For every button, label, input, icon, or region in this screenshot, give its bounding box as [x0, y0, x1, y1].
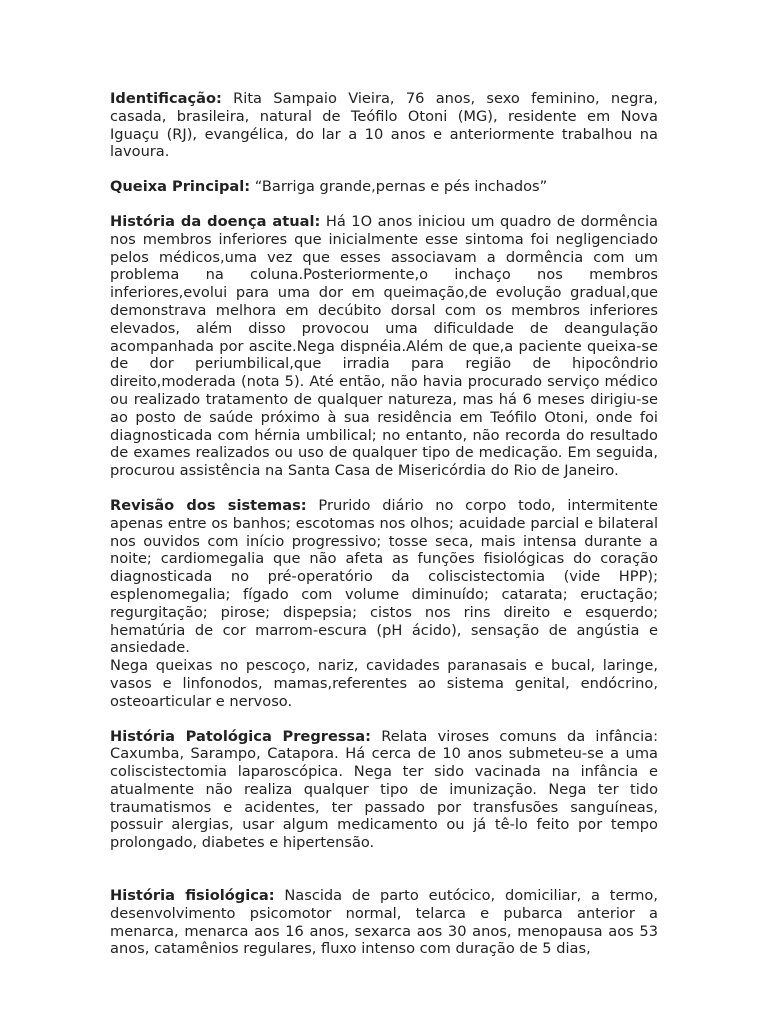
section-historia-patologica-pregressa — [110, 728, 658, 853]
section-label: Revisão dos sistemas: — [110, 496, 307, 514]
section-identificacao — [110, 90, 658, 161]
section-label: História da doença atual: — [110, 212, 321, 230]
section-text: Prurido diário no corpo todo, intermitente apenas entre os banhos; escotomas nos olhos; acuidade parcial e bilateral nos ouvidos com início progressivo; tosse seca, mais intensa durante a noite; cardiomegalia que não afeta as funções fisiológicas do coração diagnosticada no pré-operatório da coliscistectomia (vide HPP); esplenomegalia; fígado com volume diminuído; catarata; eructação; regurgitação; pirose; dispepsia; cistos nos rins direito e esquerdo; hematúria de cor marrom-escura (pH ácido), sensação de angústia e ansiedade. — [110, 496, 659, 657]
section-text: “Barriga grande,pernas e pés inchados” — [254, 178, 548, 196]
section-main-paragraph — [110, 497, 658, 657]
section-revisao-sistemas — [110, 497, 658, 711]
section-text: Nascida de parto eutócico, domiciliar, a termo, desenvolvimento psicomotor normal, telarca e pubarca anterior a menarca, menarca aos 16 anos, sexarca aos 30 anos, menopausa aos 53 anos, catamênios regulares, fluxo intenso com duração de 5 dias, — [110, 887, 658, 958]
section-label: Identificação: — [110, 90, 222, 107]
section-label: História Patológica Pregressa: — [110, 727, 371, 745]
section-label: Queixa Principal: — [110, 178, 251, 196]
section-label: História fisiológica: — [110, 887, 275, 905]
section-text: Há 1O anos iniciou um quadro de dormência nos membros inferiores que inicialmente esse sintoma foi negligenciado pelos médicos,uma vez que esses associavam a dormência com um problema na coluna.Posteriormente,o inchaço nos membros inferiores,evolui para uma dor em queimação,de evolução gradual,que demonstrava melhora em decúbito dorsal com os membros inferiores elevados, além disso provocou uma dificuldade de deangulação acompanhada por ascite.Nega dispnéia.Além de que,a paciente queixa-se de dor periumbilical,que irradia para região de hipocôndrio direito,moderada (nota 5). Até então, não havia procurado serviço médico ou realizado tratamento de qualquer natureza, mas há 6 meses dirigiu-se ao posto de saúde próximo à sua residência em Teófilo Otoni, onde foi diagnosticada com hérnia umbilical; no entanto, não recorda do resultado de exames realizados ou uso de qualquer tipo de medicação. Em seguida, procurou assistência na Santa Casa de Misericórdia do Rio de Janeiro. — [110, 212, 658, 480]
section-text: Relata viroses comuns da infância: Caxumba, Sarampo, Catapora. Há cerca de 10 anos submeteu-se a uma coliscistectomia laparoscópica. Nega ter sido vacinada na infância e atualmente não realiza qualquer tipo de imunização. Nega ter tido traumatismos e acidentes, ter passado por transfusões sanguíneas, possuir alergias, usar algum medicamento ou já tê-lo feito por tempo prolongado, diabetes e hipertensão. — [110, 727, 659, 852]
section-queixa-principal — [110, 178, 658, 196]
document-page — [110, 90, 658, 975]
section-continuation: Nega queixas no pescoço, nariz, cavidades paranasais e bucal, laringe, vasos e linfonodos, mamas,referentes ao sistema genital, endócrino, osteoarticular e nervoso. — [110, 657, 658, 710]
section-historia-fisiologica — [110, 887, 658, 958]
section-historia-doenca-atual — [110, 213, 658, 480]
section-text: Rita Sampaio Vieira, 76 anos, sexo feminino, negra, casada, brasileira, natural de Teófilo Otoni (MG), residente em Nova Iguaçu (RJ), evangélica, do lar a 10 anos e anteriormente trabalhou na lavoura. — [110, 90, 659, 161]
